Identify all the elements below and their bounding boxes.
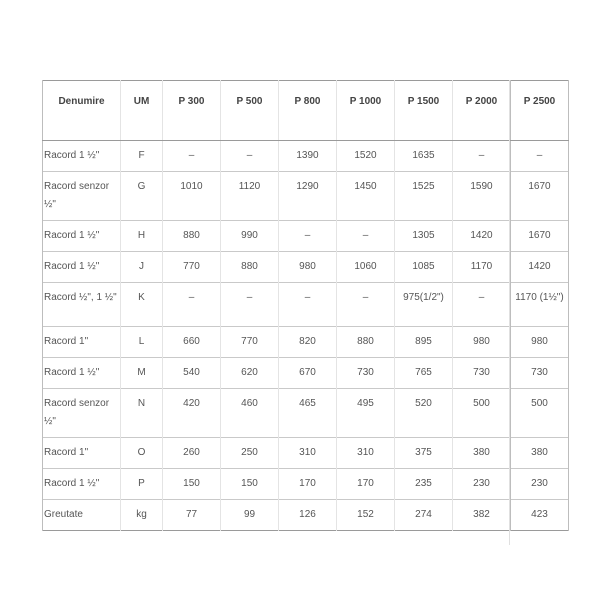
dimensions-table-container (42, 80, 568, 531)
row-value-cell: 620 (221, 358, 279, 389)
table-row (43, 500, 569, 531)
row-value-cell: – (337, 221, 395, 252)
row-unit-cell: M (121, 358, 163, 389)
row-name-cell: Racord 1 ½" (43, 141, 121, 172)
row-value-cell: 980 (279, 252, 337, 283)
row-value-cell: – (163, 141, 221, 172)
row-name-cell: Greutate (43, 500, 121, 531)
row-value-cell: 500 (511, 389, 569, 438)
table-row (43, 141, 569, 172)
table-header (43, 81, 569, 141)
row-value-cell: 1520 (337, 141, 395, 172)
row-value-cell: 880 (337, 327, 395, 358)
row-value-cell: 820 (279, 327, 337, 358)
row-value-cell: – (221, 141, 279, 172)
row-unit-cell: L (121, 327, 163, 358)
row-value-cell: 1170 (1½") (511, 283, 569, 327)
row-value-cell: – (163, 283, 221, 327)
row-value-cell: 500 (453, 389, 511, 438)
row-name-cell: Racord 1 ½" (43, 221, 121, 252)
row-value-cell: 660 (163, 327, 221, 358)
row-value-cell: 375 (395, 438, 453, 469)
row-unit-cell: K (121, 283, 163, 327)
row-value-cell: 1305 (395, 221, 453, 252)
row-value-cell: 670 (279, 358, 337, 389)
header-p800: P 800 (279, 81, 337, 141)
row-unit-cell: P (121, 469, 163, 500)
header-p300: P 300 (163, 81, 221, 141)
row-value-cell: 880 (163, 221, 221, 252)
column-divider-line (509, 80, 510, 545)
row-value-cell: 1420 (453, 221, 511, 252)
row-value-cell: 980 (511, 327, 569, 358)
row-value-cell: 152 (337, 500, 395, 531)
table-row (43, 283, 569, 327)
table-row (43, 389, 569, 438)
header-p2500: P 2500 (511, 81, 569, 141)
row-name-cell: Racord senzor ½" (43, 172, 121, 221)
row-value-cell: 975(1/2") (395, 283, 453, 327)
row-value-cell: 520 (395, 389, 453, 438)
row-value-cell: 730 (453, 358, 511, 389)
header-p1500: P 1500 (395, 81, 453, 141)
row-unit-cell: kg (121, 500, 163, 531)
header-denumire: Denumire (43, 81, 121, 141)
row-value-cell: 880 (221, 252, 279, 283)
row-value-cell: 310 (279, 438, 337, 469)
row-value-cell: 465 (279, 389, 337, 438)
row-value-cell: 1420 (511, 252, 569, 283)
row-value-cell: 1010 (163, 172, 221, 221)
row-value-cell: – (221, 283, 279, 327)
row-value-cell: 382 (453, 500, 511, 531)
row-value-cell: 274 (395, 500, 453, 531)
table-row (43, 221, 569, 252)
row-value-cell: 423 (511, 500, 569, 531)
row-value-cell: 1060 (337, 252, 395, 283)
row-name-cell: Racord 1 ½" (43, 469, 121, 500)
row-value-cell: 1635 (395, 141, 453, 172)
row-value-cell: 1525 (395, 172, 453, 221)
row-value-cell: 99 (221, 500, 279, 531)
row-value-cell: 765 (395, 358, 453, 389)
row-name-cell: Racord 1" (43, 438, 121, 469)
row-name-cell: Racord 1" (43, 327, 121, 358)
table-row (43, 358, 569, 389)
row-value-cell: – (279, 283, 337, 327)
table-row (43, 252, 569, 283)
table-body (43, 141, 569, 531)
row-value-cell: 980 (453, 327, 511, 358)
header-p2000: P 2000 (453, 81, 511, 141)
row-unit-cell: F (121, 141, 163, 172)
row-unit-cell: G (121, 172, 163, 221)
row-value-cell: 1390 (279, 141, 337, 172)
row-value-cell: 250 (221, 438, 279, 469)
header-row (43, 81, 569, 141)
header-um: UM (121, 81, 163, 141)
row-value-cell: – (453, 283, 511, 327)
row-value-cell: 1085 (395, 252, 453, 283)
row-value-cell: 380 (453, 438, 511, 469)
row-unit-cell: H (121, 221, 163, 252)
row-value-cell: 230 (511, 469, 569, 500)
row-value-cell: 420 (163, 389, 221, 438)
row-value-cell: 1120 (221, 172, 279, 221)
row-value-cell: – (279, 221, 337, 252)
row-value-cell: 310 (337, 438, 395, 469)
row-value-cell: 150 (163, 469, 221, 500)
row-value-cell: 230 (453, 469, 511, 500)
row-value-cell: 1450 (337, 172, 395, 221)
row-unit-cell: J (121, 252, 163, 283)
row-value-cell: 495 (337, 389, 395, 438)
dimensions-table (42, 80, 569, 531)
table-row (43, 438, 569, 469)
row-value-cell: 730 (511, 358, 569, 389)
row-value-cell: 1590 (453, 172, 511, 221)
table-row (43, 327, 569, 358)
row-value-cell: 1170 (453, 252, 511, 283)
header-p500: P 500 (221, 81, 279, 141)
row-value-cell: 126 (279, 500, 337, 531)
row-value-cell: 1290 (279, 172, 337, 221)
row-value-cell: 260 (163, 438, 221, 469)
row-value-cell: 77 (163, 500, 221, 531)
row-value-cell: – (337, 283, 395, 327)
row-value-cell: – (453, 141, 511, 172)
row-value-cell: 170 (279, 469, 337, 500)
row-value-cell: 1670 (511, 221, 569, 252)
row-value-cell: 235 (395, 469, 453, 500)
row-unit-cell: O (121, 438, 163, 469)
row-value-cell: – (511, 141, 569, 172)
table-row (43, 469, 569, 500)
row-value-cell: 990 (221, 221, 279, 252)
row-value-cell: 770 (163, 252, 221, 283)
row-value-cell: 730 (337, 358, 395, 389)
header-p1000: P 1000 (337, 81, 395, 141)
row-name-cell: Racord ½", 1 ½" (43, 283, 121, 327)
row-value-cell: 460 (221, 389, 279, 438)
row-name-cell: Racord senzor ½" (43, 389, 121, 438)
row-unit-cell: N (121, 389, 163, 438)
row-name-cell: Racord 1 ½" (43, 358, 121, 389)
row-value-cell: 170 (337, 469, 395, 500)
row-value-cell: 150 (221, 469, 279, 500)
row-value-cell: 540 (163, 358, 221, 389)
row-value-cell: 380 (511, 438, 569, 469)
table-row (43, 172, 569, 221)
row-value-cell: 1670 (511, 172, 569, 221)
row-name-cell: Racord 1 ½" (43, 252, 121, 283)
row-value-cell: 770 (221, 327, 279, 358)
row-value-cell: 895 (395, 327, 453, 358)
